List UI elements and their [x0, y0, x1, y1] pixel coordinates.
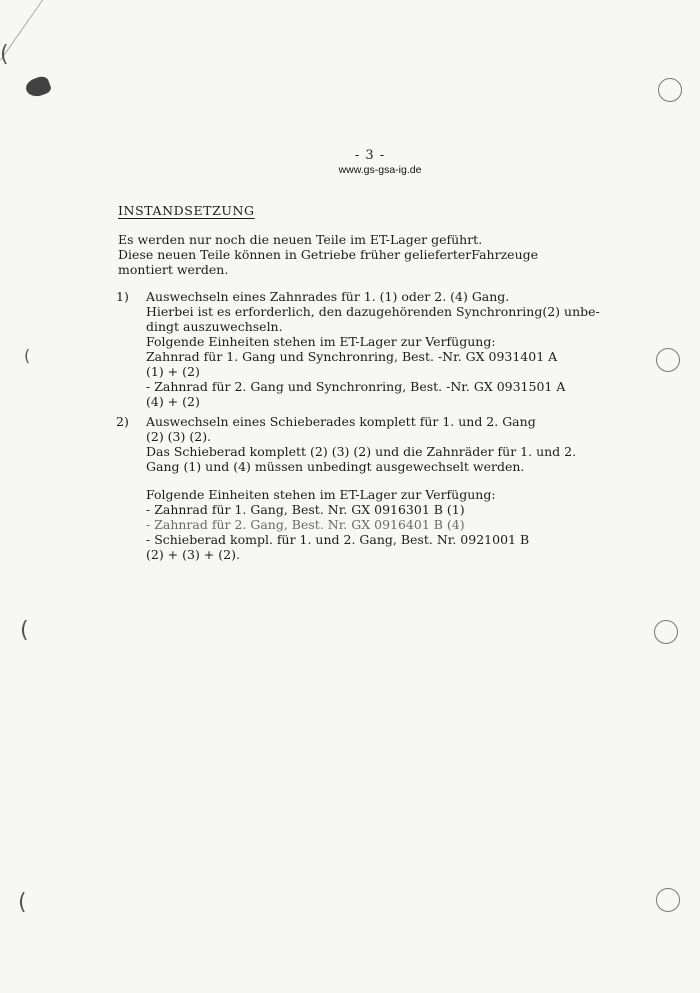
- text-line: (2) + (3) + (2).: [146, 547, 240, 562]
- text-line: Es werden nur noch die neuen Teile im ET-Lager geführt.: [118, 232, 483, 247]
- text-line: - Zahnrad für 2. Gang und Synchronring, Best. -Nr. GX 0931501 A: [146, 379, 566, 394]
- page-number: - 3 -: [354, 148, 386, 163]
- text-line: - Zahnrad für 1. Gang, Best. Nr. GX 0916301 B (1): [146, 502, 465, 517]
- section-title: INSTANDSETZUNG: [118, 203, 255, 218]
- punch-hole: [658, 78, 682, 102]
- list-item-body: [146, 289, 646, 409]
- text-line: (4) + (2): [146, 394, 200, 409]
- binding-edge-mark: (: [0, 42, 9, 67]
- list-item-number: 2): [116, 414, 129, 429]
- binding-edge-mark: (: [18, 890, 27, 915]
- text-line: Diese neuen Teile können in Getriebe früher gelieferterFahrzeuge: [118, 247, 539, 262]
- text-line: Gang (1) und (4) müssen unbedingt ausgewechselt werden.: [146, 459, 525, 474]
- website-url: www.gs-gsa-ig.de: [338, 164, 422, 176]
- list-item-number: 1): [116, 289, 129, 304]
- text-line: - Zahnrad für 2. Gang, Best. Nr. GX 0916401 B (4): [146, 517, 465, 532]
- text-line: Zahnrad für 1. Gang und Synchronring, Best. -Nr. GX 0931401 A: [146, 349, 558, 364]
- text-line: montiert werden.: [118, 262, 229, 277]
- text-line: Hierbei ist es erforderlich, den dazugehörenden Synchronring(2) unbe-: [146, 304, 600, 319]
- punch-hole: [656, 888, 680, 912]
- punch-hole: [654, 620, 678, 644]
- punch-hole: [656, 348, 680, 372]
- text-line: (2) (3) (2).: [146, 429, 212, 444]
- text-line: Auswechseln eines Schieberades komplett für 1. und 2. Gang: [146, 414, 536, 429]
- text-line: Auswechseln eines Zahnrades für 1. (1) oder 2. (4) Gang.: [146, 289, 510, 304]
- text-line: - Schieberad kompl. für 1. und 2. Gang, Best. Nr. 0921001 B: [146, 532, 530, 547]
- text-line: Folgende Einheiten stehen im ET-Lager zur Verfügung:: [146, 487, 496, 502]
- text-line: dingt auszuwechseln.: [146, 319, 283, 334]
- binding-edge-mark: (: [20, 618, 29, 643]
- binding-edge-mark: (: [24, 346, 31, 365]
- list-item-body: [146, 414, 646, 562]
- intro-paragraph: [118, 232, 618, 277]
- text-line: Folgende Einheiten stehen im ET-Lager zur Verfügung:: [146, 334, 496, 349]
- text-line: Das Schieberad komplett (2) (3) (2) und die Zahnräder für 1. und 2.: [146, 444, 577, 459]
- ink-smudge: [24, 74, 53, 99]
- text-line: (1) + (2): [146, 364, 200, 379]
